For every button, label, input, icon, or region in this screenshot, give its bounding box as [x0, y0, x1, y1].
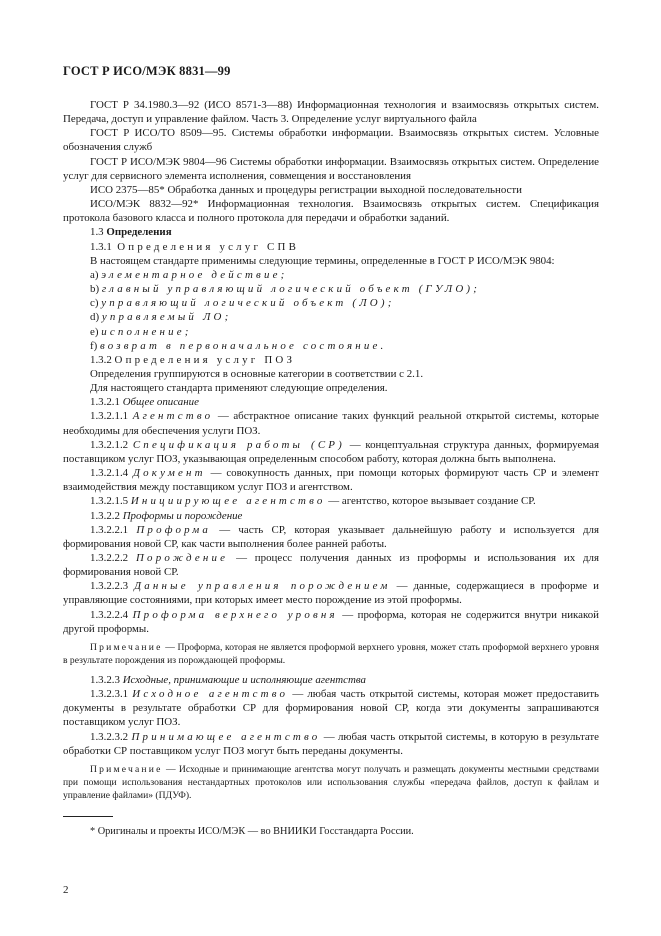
- paragraph: Определения группируются в основные категории в соответствии с 2.1.: [90, 367, 424, 380]
- term-item: [63, 310, 599, 324]
- definition: [63, 730, 599, 758]
- definition-number: 1.3.2.1.4: [90, 467, 129, 480]
- definition-number: 1.3.2.1.5: [90, 495, 129, 508]
- section-title: Исходные, принимающие и исполняющие агентства: [122, 673, 366, 686]
- definition-term: Проформа: [136, 523, 212, 536]
- term-label: f): [90, 339, 98, 352]
- section-number: 1.3.2.3: [90, 673, 120, 686]
- definition: [63, 687, 599, 729]
- term-text: элементарное действие;: [101, 268, 288, 281]
- footnote: * Оригиналы и проекты ИСО/МЭК — во ВНИИКИ Госстандарта России.: [90, 826, 414, 837]
- reference-3: ГОСТ Р ИСО/МЭК 9804—96 Системы обработки информации. Взаимосвязь открытых систем. Определение услуг для сервисного элемента исполнения, совмещения и восстановления: [63, 155, 599, 182]
- term-label: e): [90, 325, 99, 338]
- definition: [63, 579, 599, 607]
- definition-text: — процесс получения данных из проформы и использования их для формирования новой СР.: [63, 552, 599, 579]
- section-1-3-2: [63, 353, 599, 367]
- definition-text: — проформа, которая не содержится внутри никакой другой проформы.: [63, 608, 599, 635]
- section-title: Определения услуг СПВ: [117, 240, 300, 253]
- section-number: 1.3: [90, 226, 104, 239]
- page-number: 2: [63, 884, 69, 896]
- definition: [63, 466, 599, 494]
- definition-number: 1.3.2.1.1: [90, 410, 129, 423]
- definition-number: 1.3.2.1.2: [90, 438, 129, 451]
- note-text: — Исходные и принимающие агентства могут получать и размещать документы местными средствами при помощи использования нестандартных протоколов или использования службы «передача файлов, доступ к файлам и управление файлами» (ПДУФ).: [63, 763, 599, 801]
- definition-text: — совокупность данных, при помощи которых формируют часть СР и элемент взаимодействия между поставщиком услуг ПОЗ и агентством.: [63, 467, 600, 494]
- term-text: исполнение;: [101, 325, 192, 338]
- term-text: управляемый ЛО;: [101, 311, 232, 324]
- definition-term: Документ: [133, 467, 206, 480]
- definition-number: 1.3.2.3.2: [90, 730, 129, 743]
- section-1-3-1: [63, 240, 599, 254]
- section-number: 1.3.2.2: [90, 509, 120, 522]
- note-label: Примечание: [90, 641, 163, 653]
- section-number: 1.3.2.1: [90, 396, 120, 409]
- term-text: возврат в первоначальное состояние.: [100, 339, 387, 352]
- term-text: главный управляющий логический объект (ГУЛО);: [101, 283, 481, 296]
- term-text: управляющий логический объект (ЛО);: [101, 297, 395, 310]
- definition: [63, 551, 599, 579]
- note-text: — Проформа, которая не является проформой верхнего уровня, может стать проформой верхнего уровня в результате порождения из порождающей проформы.: [63, 641, 599, 666]
- footnote-divider: [63, 816, 113, 817]
- section-1-3-2-2: [63, 509, 599, 523]
- definition-term: Порождение: [135, 552, 229, 564]
- section-1-3-1-intro: В настоящем стандарте применимы следующие термины, определенные в ГОСТ Р ИСО/МЭК 9804:: [90, 254, 555, 267]
- definition-text: — часть СР, которая указывает дальнейшую работу и используется для формирования новой СР, как части выполнения более ранней работы.: [63, 523, 600, 550]
- term-label: b): [90, 283, 100, 296]
- note: [63, 763, 599, 802]
- definition-number: 1.3.2.2.4: [90, 608, 129, 621]
- term-item: [63, 296, 599, 310]
- definition: [63, 523, 599, 551]
- definition-term: Данные управления порождением: [134, 580, 391, 593]
- definition: [63, 494, 599, 508]
- reference-4: ИСО 2375—85* Обработка данных и процедуры регистрации выходной последовательности: [90, 183, 522, 196]
- paragraph: Для настоящего стандарта применяют следующие определения.: [90, 382, 388, 395]
- definition-number: 1.3.2.2.3: [90, 580, 129, 593]
- definition-text: — любая часть открытой системы, в которую в результате обработки СР поставщиком услуг ПОЗ могут быть переданы документы.: [63, 730, 599, 757]
- section-1-3: [63, 225, 599, 239]
- document-header: ГОСТ Р ИСО/МЭК 8831—99: [63, 64, 231, 78]
- section-title: Определения услуг ПОЗ: [114, 353, 296, 366]
- document-body: [63, 98, 599, 808]
- definition-term: Инициирующее агентство: [130, 495, 326, 508]
- definition: [63, 409, 599, 437]
- reference-5: ИСО/МЭК 8832—92* Информационная технология. Взаимосвязь открытых систем. Спецификация протокола базового класса и полного протокола для передачи и обработки заданий.: [63, 198, 599, 225]
- definition-text: — любая часть открытой системы, которая может предоставить документы в результате обработки СР для формирования новой СР, когда эти документы запрашиваются поставщиком услуг ПОЗ.: [63, 688, 599, 729]
- term-label: а): [90, 268, 99, 281]
- section-title: Определения: [106, 226, 172, 239]
- note-label: Примечание: [90, 763, 163, 775]
- definition-text: — агентство, которое вызывает создание СР.: [328, 495, 536, 508]
- reference-2: ГОСТ Р ИСО/ТО 8509—95. Системы обработки информации. Взаимосвязь открытых систем. Условные обозначения служб: [63, 127, 599, 154]
- section-title: Проформы и порождение: [122, 509, 243, 522]
- definition-number: 1.3.2.3.1: [90, 688, 129, 701]
- term-item: [63, 282, 599, 296]
- definition-text: — данные, содержащиеся в проформе и управляющие состояниями, при которых имеет место порождение из этой проформы.: [63, 580, 599, 607]
- definition-term: Исходное агентство: [132, 688, 289, 701]
- term-label: d): [90, 311, 100, 324]
- definition-number: 1.3.2.2.1: [90, 523, 129, 536]
- definition-term: Агентство: [132, 410, 214, 423]
- definition-text: — абстрактное описание таких функций реальной открытой системы, которые необходимы для обеспечения услуги ПОЗ.: [63, 410, 599, 437]
- section-title: Общее описание: [122, 396, 199, 409]
- section-number: 1.3.1: [90, 240, 112, 253]
- definition-number: 1.3.2.2.2: [90, 552, 129, 564]
- term-label: c): [90, 297, 99, 310]
- term-item: [63, 268, 599, 282]
- definition-term: Проформа верхнего уровня: [132, 608, 338, 621]
- section-1-3-2-1: [63, 395, 599, 409]
- definition-text: — концептуальная структура данных, формируемая поставщиком услуг ПОЗ, указывающая определенным способом работу, которая должна быть выполнена.: [63, 438, 599, 465]
- reference-1: ГОСТ Р 34.1980.3—92 (ИСО 8571-3—88) Информационная технология и взаимосвязь открытых систем. Передача, доступ и управление файлом. Часть 3. Определение услуг виртуального файла: [63, 99, 599, 126]
- section-1-3-2-3: [63, 673, 599, 687]
- definition: [63, 608, 599, 636]
- term-item: [63, 325, 599, 339]
- definition: [63, 438, 599, 466]
- note: [63, 641, 599, 667]
- definition-term: Принимающее агентство: [131, 730, 321, 743]
- definition-term: Спецификация работы (СР): [132, 438, 345, 451]
- section-number: 1.3.2: [90, 353, 112, 366]
- term-item: [63, 339, 599, 353]
